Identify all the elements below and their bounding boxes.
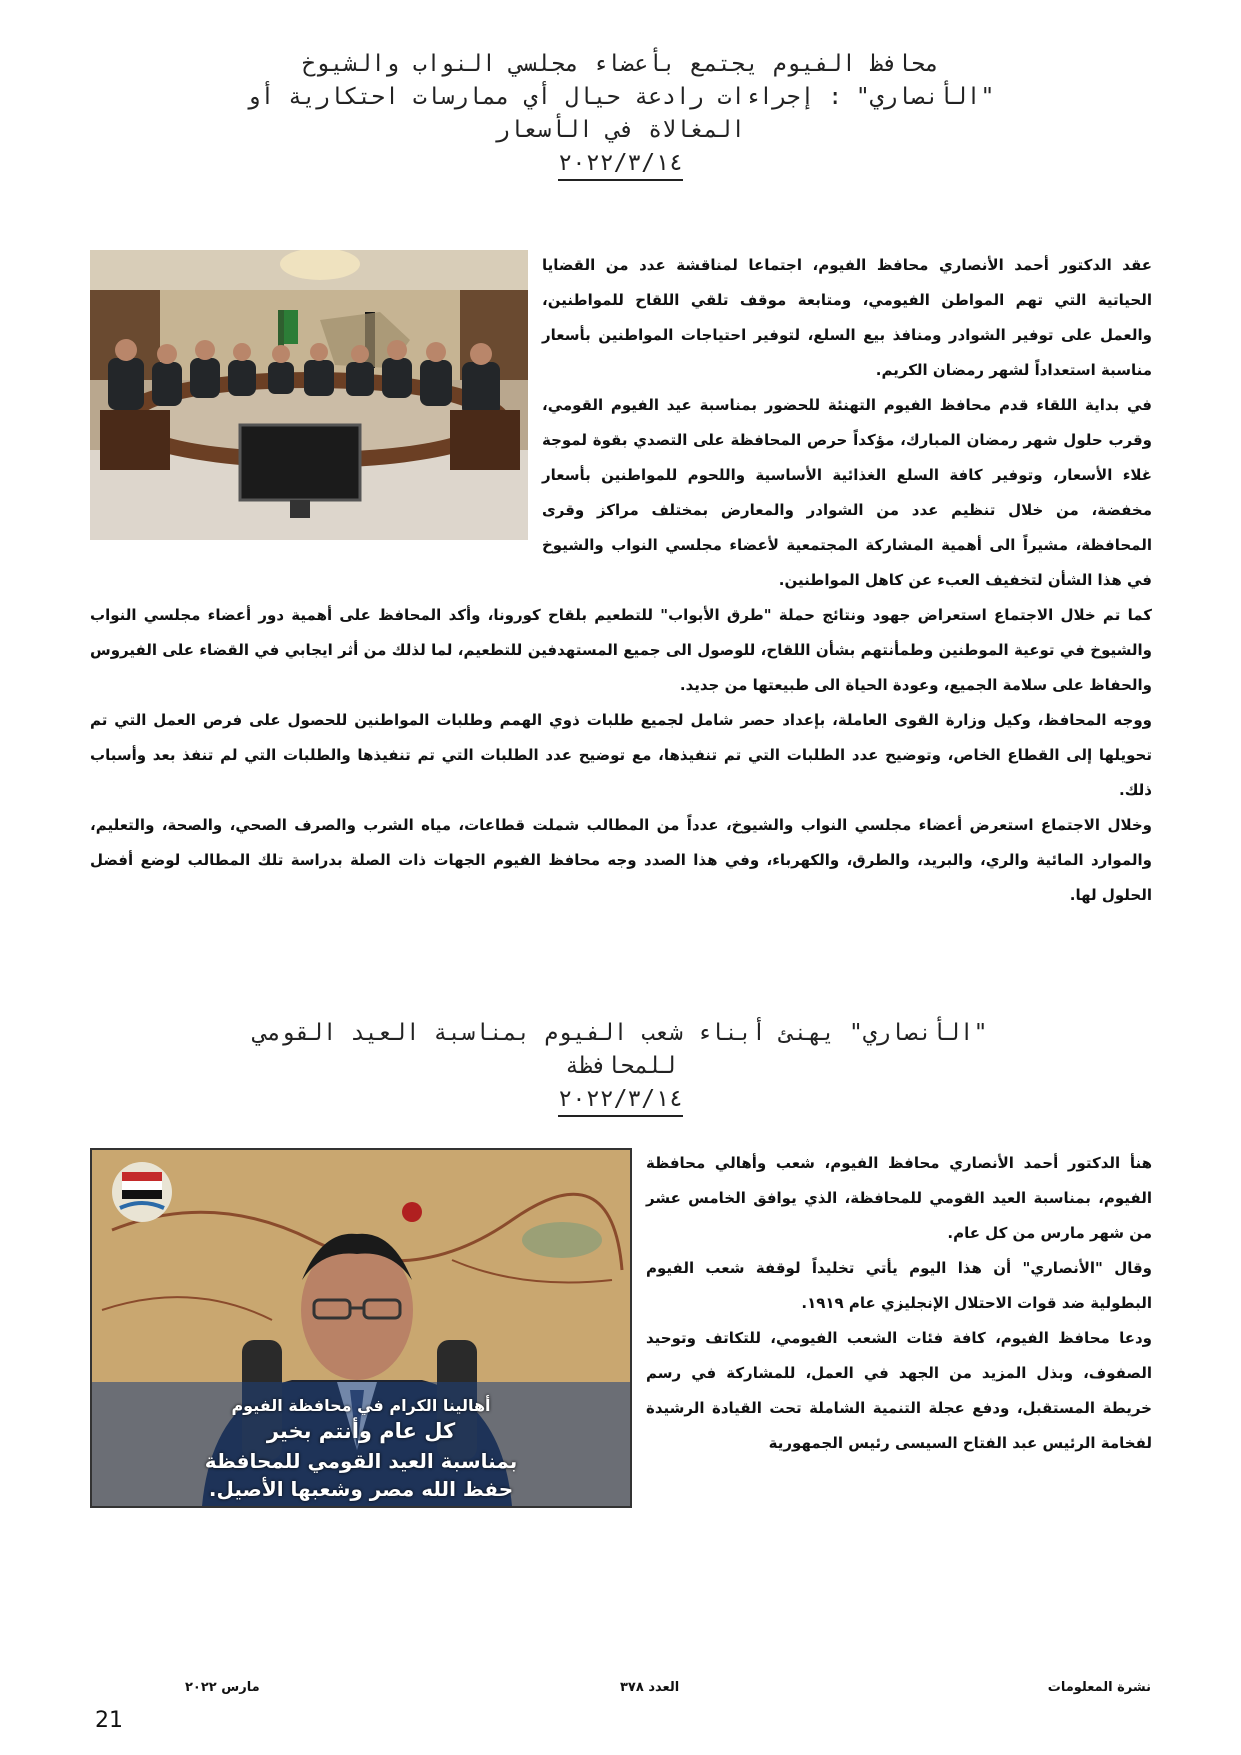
article1-title-line-2: "الأنصاري" : إجراءات رادعة حيال أي ممارسات احتكارية أو [246, 84, 995, 110]
article2-paragraph-3: ودعا محافظ الفيوم، كافة فئات الشعب الفيومي، للتكاتف وتوحيد الصفوف، وبذل المزيد من الجهد في العمل، للمشاركة في رسم خريطة المستقبل، ودفع عجلة التنمية الشاملة تحت القيادة الرشيدة لفخامة الرئيس عبد الفتاح السيسى رئيس الجمهورية [646, 1329, 1152, 1452]
meeting-photo-image [90, 250, 528, 540]
footer-month: مارس ٢٠٢٢ [185, 1680, 260, 1695]
article2-paragraph-1: هنأ الدكتور أحمد الأنصاري محافظ الفيوم، شعب وأهالي محافظة الفيوم، بمناسبة العيد القومي للمحافظة، الذي يوافق الخامس عشر من شهر مارس من كل عام. [646, 1154, 1152, 1242]
article1-paragraph-3: كما تم خلال الاجتماع استعراض جهود ونتائج حملة "طرق الأبواب" للتطعيم بلقاح كورونا، وأكد المحافظ على أهمية دور أعضاء مجلسي النواب والشيوخ في توعية الموطنين وطمأنتهم بشأن اللقاح، للوصول الى جميع المستهدفين للتطعيم، لما لذلك من أثر ايجابي في القضاء على الفيروس والحفاظ على سلامة الجميع، وعودة الحياة الى طبيعتها من جديد. [90, 606, 1152, 694]
footer-issue: العدد ٣٧٨ [620, 1680, 680, 1695]
article2-title-line-2: للمحافظة [565, 1053, 676, 1079]
page-number: 21 [95, 1708, 123, 1733]
article1-body [90, 248, 1152, 913]
poster-line-3: بمناسبة العيد القومي للمحافظة [204, 1449, 518, 1473]
poster-line-2: كل عام وأنتم بخير [266, 1419, 456, 1443]
article1-paragraph-1: عقد الدكتور أحمد الأنصاري محافظ الفيوم، اجتماعا لمناقشة عدد من القضايا الحياتية التي تهم المواطن الفيومي، ومتابعة موقف تلقي اللقاح للمواطنين، والعمل على توفير الشوادر ومنافذ بيع السلع، لتوفير احتياجات المواطنين بأسعار مناسبة استعداداً لشهر رمضان الكريم. [542, 256, 1152, 379]
article2-body [90, 1146, 1152, 1514]
article2-paragraph-2: وقال "الأنصاري" أن هذا اليوم يأتي تخليداً لوقفة شعب الفيوم البطولية ضد قوات الاحتلال الإنجليزي عام ١٩١٩. [646, 1259, 1152, 1312]
poster-line-4: حفظ الله مصر وشعبها الأصيل. [208, 1477, 514, 1501]
article2-title-line-1: "الأنصاري" يهنئ أبناء شعب الفيوم بمناسبة العيد القومي [253, 1020, 988, 1046]
article2-date: ٢٠٢٢/٣/١٤ [558, 1083, 683, 1117]
poster-line-1: أهالينا الكرام في محافظة الفيوم [231, 1396, 491, 1415]
article1-paragraph-2: في بداية اللقاء قدم محافظ الفيوم التهنئة للحضور بمناسبة عيد الفيوم القومي، وقرب حلول شهر رمضان المبارك، مؤكداً حرص المحافظة على التصدي بقوة لموجة غلاء الأسعار، وتوفير كافة السلع الغذائية الأساسية واللحوم للمواطنين بأسعار مخفضة، من خلال تنظيم عدد من الشوادر والمعارض بمختلف مراكز وقرى المحافظة، مشيراً الى أهمية المشاركة المجتمعية لأعضاء مجلسي النواب والشيوخ في هذا الشأن لتخفيف العبء عن كاهل المواطنين. [542, 396, 1152, 589]
article1-title-line-1: محافظ الفيوم يجتمع بأعضاء مجلسي النواب والشيوخ [302, 51, 939, 77]
article1-paragraph-5: وخلال الاجتماع استعرض أعضاء مجلسي النواب والشيوخ، عدداً من المطالب شملت قطاعات، مياه الشرب والصرف الصحي، والصحة، والتعليم، والموارد المائية والري، والبريد، والطرق، والكهرباء، وفي هذا الصدد وجه محافظ الفيوم الجهات ذات الصلة بدراسة تلك المطالب لوضع أفضل الحلول لها. [90, 816, 1152, 904]
article1-paragraph-4: ووجه المحافظ، وكيل وزارة القوى العاملة، بإعداد حصر شامل لجميع طلبات ذوي الهمم وطلبات المواطنين للحصول على فرص العمل التي تم تحويلها إلى القطاع الخاص، وتوضيح عدد الطلبات التي تم تنفيذها، مع توضيح عدد الطلبات التي تم تنفيذها والطلبات التي لم تنفذ بعد وأسباب ذلك. [90, 711, 1152, 799]
article1-title-block [150, 48, 1091, 181]
article1-date: ٢٠٢٢/٣/١٤ [558, 147, 683, 181]
meeting-photo [90, 250, 528, 540]
article2-title-block [150, 1017, 1091, 1117]
article1-title-line-3: المغالاة في الأسعار [495, 117, 746, 143]
footer-publication: نشرة المعلومات [1047, 1680, 1151, 1695]
greeting-poster [90, 1148, 632, 1508]
